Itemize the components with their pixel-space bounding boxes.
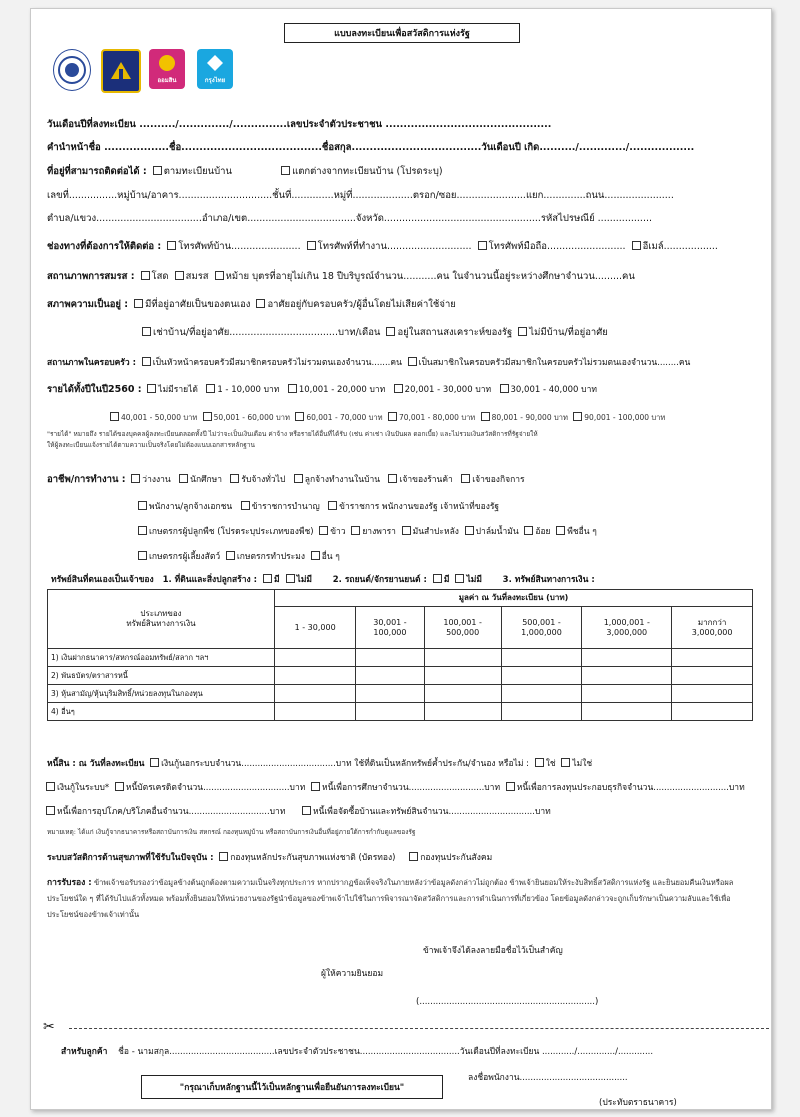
bank-stamp-label: (ประทับตราธนาคาร)	[599, 1098, 677, 1108]
option-occ-18: อื่น ๆ	[321, 552, 340, 562]
checkbox-income-8[interactable]	[388, 412, 397, 421]
debt-row-2	[43, 782, 745, 794]
option-occ-10: ข้าว	[330, 527, 346, 537]
occupation-row-2	[135, 501, 499, 513]
signature-label: ผู้ให้ความยินยอม	[321, 969, 384, 979]
table-cell[interactable]	[672, 667, 753, 685]
option-family-member: เป็นสมาชิกในครอบครัวมีสมาชิกในครอบครัวไม่รวมตนเองจำนวน........คน	[418, 358, 691, 368]
scissors-icon: ✂	[43, 1019, 55, 1035]
option-work-phone: โทรศัพท์ที่ทำงาน............................	[317, 241, 472, 252]
checkbox-different-address[interactable]	[281, 166, 290, 175]
option-occ-13: ปาล์มน้ำมัน	[475, 527, 519, 537]
option-same-address: ตามทะเบียนบ้าน	[163, 166, 233, 177]
checkbox-homeless[interactable]	[518, 327, 527, 336]
option-welfare-home: อยู่ในสถานสงเคราะห์ของรัฐ	[397, 327, 513, 338]
health-welfare-label: ระบบสวัสดิการด้านสุขภาพที่ใช้รับในปัจจุบัน :	[47, 853, 214, 863]
income-row-2	[107, 412, 665, 422]
checkbox-occ-2[interactable]	[230, 474, 239, 483]
checkbox-informal-loan[interactable]	[150, 758, 159, 767]
occupation-row-3	[135, 526, 597, 538]
gsb-logo	[149, 49, 185, 89]
land-no: ไม่มี	[296, 575, 313, 585]
checkbox-occ-12[interactable]	[402, 526, 411, 535]
option-income-2: 10,001 - 20,000 บาท	[298, 385, 386, 395]
option-occ-9: เกษตรกรผู้ปลูกพืช (โปรดระบุประเภทของพืช)	[149, 527, 314, 537]
option-income-0: ไม่มีรายได้	[158, 385, 198, 395]
option-different-address: แตกต่างจากทะเบียนบ้าน (โปรดระบุ)	[292, 166, 443, 177]
address-line-2[interactable]: ตำบล/แขวง...................................อำเภอ/เขต....................................จังหวัด....................................................รหัสไปรษณีย์ ..................	[47, 213, 653, 224]
checkbox-vehicle-yes[interactable]	[433, 574, 442, 583]
option-head-of-family: เป็นหัวหน้าครอบครัวมีสมาชิกครอบครัวไม่รวมตนเองจำนวน.......คน	[152, 358, 402, 368]
option-widowed: หม้าย	[225, 271, 250, 282]
checkbox-income-0[interactable]	[147, 384, 156, 393]
contact-address-row	[47, 166, 443, 178]
checkbox-occ-18[interactable]	[311, 551, 320, 560]
option-rent: เช่าบ้าน/ที่อยู่อาศัย....................................บาท/เดือน	[153, 327, 381, 338]
receipt-label: สำหรับลูกค้า	[61, 1047, 108, 1057]
registration-date-line[interactable]: วันเดือนปีที่ลงทะเบียน ........../............../...............เลขประจำตัวประชาชน ..............................................	[47, 119, 552, 130]
family-status-label: สถานภาพในครอบครัว :	[47, 358, 136, 368]
checkbox-occ-9[interactable]	[138, 526, 147, 535]
checkbox-education-debt[interactable]	[311, 782, 320, 791]
option-income-8: 70,001 - 80,000 บาท	[398, 413, 476, 422]
collateral-no: ไม่ใช่	[572, 759, 593, 769]
children-count-text[interactable]: บุตรที่อายุไม่เกิน 18 ปีบริบูรณ์จำนวน...........คน ในจำนวนนี้อยู่ระหว่างศึกษาจำนวน.........คน	[252, 271, 635, 282]
checkbox-collateral-no[interactable]	[561, 758, 570, 767]
contact-channel-label: ช่องทางที่ต้องการให้ติดต่อ :	[47, 241, 162, 252]
cut-line	[69, 1028, 769, 1029]
checkbox-occ-6[interactable]	[138, 501, 147, 510]
table-cell[interactable]	[356, 685, 424, 703]
option-home-phone: โทรศัพท์บ้าน.......................	[178, 241, 301, 252]
table-cell[interactable]	[582, 703, 672, 721]
living-status-row-2	[139, 327, 608, 339]
option-occ-8: ข้าราชการ พนักงานของรัฐ เจ้าหน้าที่ของรัฐ	[339, 502, 500, 512]
gsb-logo-text: ออมสิน	[157, 77, 177, 84]
consent-paragraph	[47, 875, 755, 923]
property-vehicle-label: 2. รถยนต์/จักรยานยนต์ :	[332, 575, 427, 585]
table-row	[48, 685, 753, 703]
checkbox-land-yes[interactable]	[263, 574, 272, 583]
keep-receipt-notice: "กรุณาเก็บหลักฐานนี้ไว้เป็นหลักฐานเพื่อยืนยันการลงทะเบียน"	[141, 1075, 443, 1099]
living-status-label: สภาพความเป็นอยู่ :	[47, 299, 129, 310]
checkbox-family-member[interactable]	[408, 357, 417, 366]
property-row	[51, 574, 595, 586]
option-occ-12: มันสำปะหลัง	[412, 527, 459, 537]
table-cell[interactable]	[424, 667, 501, 685]
property-land-label: 1. ที่ดินและสิ่งปลูกสร้าง :	[162, 575, 257, 585]
option-occ-17: เกษตรกรทำประมง	[236, 552, 305, 562]
table-row	[48, 703, 753, 721]
row-label-bonds: 2) พันธบัตร/ตราสารหนี้	[48, 667, 275, 685]
income-note-2: ให้ผู้ลงทะเบียนแจ้งรายได้ตามความเป็นจริงโดยไม่ต้องแนบเอกสารหลักฐาน	[47, 441, 255, 449]
row-label-stocks: 3) หุ้นสามัญ/หุ้นบุริมสิทธิ์/หน่วยลงทุนในกองทุน	[48, 685, 275, 703]
contact-address-label: ที่อยู่ที่สามารถติดต่อได้ :	[47, 166, 147, 177]
receipt-details[interactable]: ชื่อ - นามสกุล.......................................เลขประจำตัวประชาชน.....................................วันเดือนปีที่ลงทะเบียน ............/............../.............	[118, 1047, 654, 1057]
option-formal-loan: เงินกู้ในระบบ*	[57, 783, 110, 793]
checkbox-land-no[interactable]	[286, 574, 295, 583]
table-cell[interactable]	[501, 667, 582, 685]
form-title: แบบลงทะเบียนเพื่อสวัสดิการแห่งรัฐ	[284, 23, 520, 43]
option-income-5: 40,001 - 50,000 บาท	[121, 413, 198, 422]
checkbox-home-phone[interactable]	[167, 241, 176, 250]
row-label-other: 4) อื่นๆ	[48, 703, 275, 721]
health-welfare-row	[47, 852, 492, 864]
option-social-security: กองทุนประกันสังคม	[420, 853, 493, 863]
checkbox-occ-3[interactable]	[294, 474, 303, 483]
baac-logo	[101, 49, 141, 93]
option-mobile-phone: โทรศัพท์มือถือ..........................	[488, 241, 626, 252]
table-cell[interactable]	[501, 685, 582, 703]
row-label-deposits: 1) เงินฝากธนาคาร/สหกรณ์ออมทรัพย์/สลาก ฯลฯ	[48, 649, 275, 667]
option-own-home: มีที่อยู่อาศัยเป็นของตนเอง	[145, 299, 251, 310]
checkbox-formal-loan[interactable]	[46, 782, 55, 791]
option-income-9: 80,001 - 90,000 บาท	[491, 413, 568, 422]
option-consumer-debt: หนี้เพื่อการอุปโภค/บริโภคอื่นจำนวน..............................บาท	[57, 807, 286, 817]
table-cell[interactable]	[275, 667, 356, 685]
option-informal-loan: เงินกู้นอกระบบจำนวน...................................บาท ใช้ที่ดินเป็นหลักทรัพย์ค้ำประกัน/จำนอง หรือไม่ :	[161, 759, 529, 769]
property-label: ทรัพย์สินที่ตนเองเป็นเจ้าของ	[51, 575, 154, 585]
checkbox-head-of-family[interactable]	[142, 357, 151, 366]
land-yes: มี	[273, 575, 280, 585]
option-income-7: 60,001 - 70,000 บาท	[306, 413, 383, 422]
option-occ-2: รับจ้างทั่วไป	[241, 475, 286, 485]
checkbox-single[interactable]	[141, 271, 150, 280]
marital-status-label: สถานภาพการสมรส :	[47, 271, 135, 282]
checkbox-occ-16[interactable]	[138, 551, 147, 560]
option-occ-3: ลูกจ้างทำงานในบ้าน	[304, 475, 381, 485]
checkbox-occ-4[interactable]	[388, 474, 397, 483]
checkbox-occ-15[interactable]	[556, 526, 565, 535]
checkbox-live-with-family[interactable]	[256, 299, 265, 308]
checkbox-income-1[interactable]	[206, 384, 215, 393]
checkbox-occ-11[interactable]	[351, 526, 360, 535]
checkbox-occ-0[interactable]	[131, 474, 140, 483]
table-row	[48, 649, 753, 667]
checkbox-housing-debt[interactable]	[302, 806, 311, 815]
checkbox-widowed[interactable]	[215, 271, 224, 280]
option-credit-card-debt: หนี้บัตรเครดิตจำนวน................................บาท	[125, 783, 306, 793]
table-cell[interactable]	[424, 703, 501, 721]
option-live-with-family: อาศัยอยู่กับครอบครัว/ผู้อื่นโดยไม่เสียค่าใช้จ่าย	[267, 299, 456, 310]
checkbox-occ-1[interactable]	[179, 474, 188, 483]
option-income-1: 1 - 10,000 บาท	[217, 385, 280, 395]
checkbox-income-7[interactable]	[295, 412, 304, 421]
option-business-debt: หนี้เพื่อการลงทุนประกอบธุรกิจจำนวน............................บาท	[516, 783, 745, 793]
table-cell[interactable]	[356, 703, 424, 721]
table-cell[interactable]	[672, 703, 753, 721]
option-income-3: 20,001 - 30,000 บาท	[404, 385, 492, 395]
debt-note: หมายเหตุ: ได้แก่ เงินกู้จากธนาคารหรือสถาบันการเงิน สหกรณ์ กองทุนหมู่บ้าน หรือสถาบันการเงินอื่นที่อยู่ภายใต้การกำกับดูแลของรัฐ	[47, 828, 416, 836]
option-education-debt: หนี้เพื่อการศึกษาจำนวน............................บาท	[322, 783, 501, 793]
collateral-yes: ใช่	[545, 759, 556, 769]
option-income-10: 90,001 - 100,000 บาท	[584, 413, 666, 422]
option-income-6: 50,001 - 60,000 บาท	[213, 413, 290, 422]
option-occ-11: ยางพารา	[362, 527, 396, 537]
occupation-label: อาชีพ/การทำงาน :	[47, 474, 126, 485]
option-occ-6: พนักงาน/ลูกจ้างเอกชน	[149, 502, 233, 512]
checkbox-consumer-debt[interactable]	[46, 806, 55, 815]
checkbox-own-home[interactable]	[134, 299, 143, 308]
checkbox-work-phone[interactable]	[307, 241, 316, 250]
ministry-seal-logo	[53, 49, 91, 91]
signature-line[interactable]: (.................................................................)	[416, 997, 599, 1007]
checkbox-married[interactable]	[175, 271, 184, 280]
option-occ-14: อ้อย	[535, 527, 551, 537]
consent-end: ข้าพเจ้าจึงได้ลงลายมือชื่อไว้เป็นสำคัญ	[423, 946, 563, 956]
financial-assets-table	[47, 589, 753, 721]
header-range-2: 100,001 - 500,000	[424, 607, 501, 649]
option-occ-15: พืชอื่น ๆ	[567, 527, 597, 537]
vehicle-yes: มี	[443, 575, 450, 585]
checkbox-credit-card-debt[interactable]	[115, 782, 124, 791]
consent-text: ข้าพเจ้าขอรับรองว่าข้อมูลข้างต้นถูกต้องตามความเป็นจริงทุกประการ หากปรากฏข้อเท็จจริงในภายหลังว่าข้อมูลดังกล่าวไม่ถูกต้อง ข้าพเจ้ายินยอมให้ระงับสิทธิ์สวัสดิการแห่งรัฐ และยินยอมคืนเงินหรือผลประโยชน์ใด ๆ ที่ได้รับไปแล้วทั้งหมด พร้อมทั้งยินยอมให้หน่วยงานของรัฐนำข้อมูลของข้าพเจ้าไปใช้ในการพิจารณาจัดสวัสดิการและการดำเนินการที่เกี่ยวข้อง โดยข้อมูลดังกล่าวจะถูกเก็บรักษาเป็นความลับและใช้เพื่อประโยชน์ของข้าพเจ้าเท่านั้น	[47, 878, 734, 919]
checkbox-collateral-yes[interactable]	[535, 758, 544, 767]
table-cell[interactable]	[356, 649, 424, 667]
checkbox-same-address[interactable]	[153, 166, 162, 175]
table-cell[interactable]	[356, 667, 424, 685]
table-cell[interactable]	[424, 685, 501, 703]
vehicle-no: ไม่มี	[466, 575, 482, 585]
address-line-1[interactable]: เลขที่................หมู่บ้าน/อาคาร...............................ชั้นที่..............หมู่ที่....................ตรอก/ซอย.......................แยก..............ถนน.......................	[47, 190, 674, 201]
receipt-row	[61, 1047, 653, 1058]
checkbox-occ-13[interactable]	[465, 526, 474, 535]
header-range-4: 1,000,001 - 3,000,000	[582, 607, 672, 649]
checkbox-welfare-home[interactable]	[386, 327, 395, 336]
table-cell[interactable]	[501, 649, 582, 667]
table-cell[interactable]	[582, 685, 672, 703]
option-gold-card: กองทุนหลักประกันสุขภาพแห่งชาติ (บัตรทอง)	[230, 853, 396, 863]
header-range-5: มากกว่า 3,000,000	[672, 607, 753, 649]
checkbox-income-6[interactable]	[203, 412, 212, 421]
checkbox-income-4[interactable]	[500, 384, 509, 393]
option-occ-1: นักศึกษา	[190, 475, 223, 485]
header-range-0: 1 - 30,000	[275, 607, 356, 649]
occupation-row-1	[47, 474, 525, 486]
table-cell[interactable]	[275, 649, 356, 667]
income-row-1	[47, 384, 597, 396]
checkbox-rent[interactable]	[142, 327, 151, 336]
debt-label: หนี้สิน : ณ วันที่ลงทะเบียน	[47, 759, 145, 769]
checkbox-occ-14[interactable]	[524, 526, 533, 535]
checkbox-occ-10[interactable]	[319, 526, 328, 535]
checkbox-mobile-phone[interactable]	[478, 241, 487, 250]
option-married: สมรส	[185, 271, 209, 282]
header-value: มูลค่า ณ วันที่ลงทะเบียน (บาท)	[275, 590, 753, 607]
checkbox-income-2[interactable]	[288, 384, 297, 393]
checkbox-income-9[interactable]	[481, 412, 490, 421]
checkbox-social-security[interactable]	[409, 852, 418, 861]
ktb-logo	[197, 49, 233, 89]
table-cell[interactable]	[275, 685, 356, 703]
consent-label: การรับรอง :	[47, 878, 92, 888]
checkbox-income-10[interactable]	[573, 412, 582, 421]
checkbox-occ-7[interactable]	[241, 501, 250, 510]
checkbox-occ-8[interactable]	[328, 501, 337, 510]
occupation-row-4	[135, 551, 340, 563]
checkbox-email[interactable]	[632, 241, 641, 250]
option-email: อีเมล์..................	[642, 241, 718, 252]
option-occ-5: เจ้าของกิจการ	[472, 475, 525, 485]
marital-status-row	[47, 271, 635, 283]
family-status-row	[47, 357, 690, 369]
option-occ-4: เจ้าของร้านค้า	[399, 475, 453, 485]
name-line[interactable]: คำนำหน้าชื่อ ..................ชื่อ.......................................ชื่อสกุล....................................วันเดือนปี เกิด........../............./..................	[47, 142, 695, 153]
option-income-4: 30,001 - 40,000 บาท	[510, 385, 597, 395]
checkbox-income-5[interactable]	[110, 412, 119, 421]
checkbox-business-debt[interactable]	[506, 782, 515, 791]
table-row	[48, 667, 753, 685]
table-cell[interactable]	[501, 703, 582, 721]
table-cell[interactable]	[672, 685, 753, 703]
property-financial-label: 3. ทรัพย์สินทางการเงิน :	[502, 575, 595, 585]
table-cell[interactable]	[424, 649, 501, 667]
debt-row-3	[43, 806, 551, 818]
checkbox-occ-5[interactable]	[461, 474, 470, 483]
income-label: รายได้ทั้งปีในปี2560 :	[47, 384, 142, 395]
living-status-row-1	[47, 299, 456, 311]
table-cell[interactable]	[275, 703, 356, 721]
checkbox-gold-card[interactable]	[219, 852, 228, 861]
option-occ-16: เกษตรกรผู้เลี้ยงสัตว์	[149, 552, 221, 562]
officer-signature[interactable]: ลงชื่อพนักงาน........................................	[468, 1073, 628, 1083]
table-cell[interactable]	[672, 649, 753, 667]
option-occ-7: ข้าราชการบำนาญ	[251, 502, 320, 512]
table-cell[interactable]	[582, 667, 672, 685]
option-homeless: ไม่มีบ้าน/ที่อยู่อาศัย	[529, 327, 608, 338]
checkbox-income-3[interactable]	[394, 384, 403, 393]
header-range-3: 500,001 - 1,000,000	[501, 607, 582, 649]
checkbox-occ-17[interactable]	[226, 551, 235, 560]
registration-form-page	[30, 8, 772, 1110]
income-note-1: "รายได้" หมายถึง รายได้ของบุคคลผู้ลงทะเบียนตลอดทั้งปี ไม่ว่าจะเป็นเงินเดือน ค่าจ้าง หรือรายได้อื่นที่ได้รับ (เช่น ค่าเช่า เงินปันผล ดอกเบี้ย) และไม่รวมเงินสวัสดิการที่รัฐจ่ายให้	[47, 430, 538, 438]
option-single: โสด	[151, 271, 169, 282]
header-asset-type: ประเภทของ ทรัพย์สินทางการเงิน	[48, 590, 275, 649]
ktb-logo-text: กรุงไทย	[204, 77, 226, 84]
contact-channel-row	[47, 241, 718, 253]
header-range-1: 30,001 - 100,000	[356, 607, 424, 649]
option-occ-0: ว่างงาน	[142, 475, 171, 485]
checkbox-vehicle-no[interactable]	[455, 574, 464, 583]
option-housing-debt: หนี้เพื่อจัดซื้อบ้านและทรัพย์สินจำนวน................................บาท	[312, 807, 551, 817]
table-cell[interactable]	[582, 649, 672, 667]
debt-row-1	[47, 758, 592, 770]
